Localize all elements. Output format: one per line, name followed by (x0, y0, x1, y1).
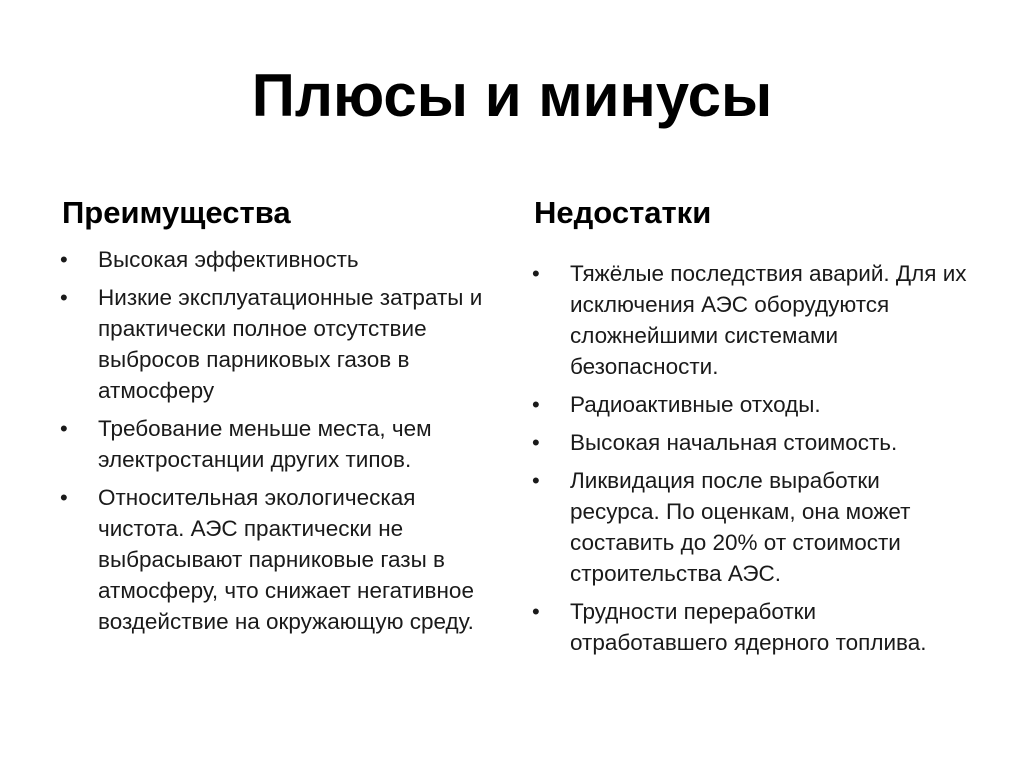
bullet-icon: • (532, 599, 540, 624)
disadvantages-item (532, 465, 972, 589)
bullet-icon: • (60, 485, 68, 510)
advantages-item (60, 413, 500, 475)
disadvantages-item-text: Высокая начальная стоимость. (570, 430, 898, 455)
advantages-item-text: Относительная экологическая чистота. АЭС практически не выбрасывают парниковые газы в атмосферу, что снижает негативное воздействие на окружающую среду. (98, 485, 474, 634)
disadvantages-item-text: Трудности переработки отработавшего ядерного топлива. (570, 599, 927, 655)
disadvantages-item-text: Ликвидация после выработки ресурса. По оценкам, она может составить до 20% от стоимости строительства АЭС. (570, 468, 911, 586)
disadvantages-item (532, 258, 972, 382)
bullet-icon: • (60, 285, 68, 310)
advantages-item-text: Высокая эффективность (98, 247, 359, 272)
disadvantages-heading: Недостатки (534, 195, 712, 230)
advantages-item (60, 282, 500, 406)
disadvantages-item (532, 596, 972, 658)
bullet-icon: • (60, 247, 68, 272)
bullet-icon: • (532, 392, 540, 417)
advantages-column (60, 190, 500, 644)
disadvantages-item-text: Тяжёлые последствия аварий. Для их исключения АЭС оборудуются сложнейшими системами безопасности. (570, 261, 967, 379)
bullet-icon: • (532, 430, 540, 455)
disadvantages-list (532, 258, 972, 658)
disadvantages-item-text: Радиоактивные отходы. (570, 392, 821, 417)
advantages-list (60, 244, 500, 637)
advantages-item-text: Требование меньше места, чем электростанции других типов. (98, 416, 432, 472)
advantages-item-text: Низкие эксплуатационные затраты и практически полное отсутствие выбросов парниковых газов в атмосферу (98, 285, 483, 403)
disadvantages-item (532, 389, 972, 420)
disadvantages-column (532, 190, 972, 665)
bullet-icon: • (60, 416, 68, 441)
disadvantages-item (532, 427, 972, 458)
advantages-heading: Преимущества (62, 195, 291, 230)
bullet-icon: • (532, 468, 540, 493)
advantages-item (60, 244, 500, 275)
advantages-item (60, 482, 500, 637)
slide-title: Плюсы и минусы (251, 62, 773, 129)
bullet-icon: • (532, 261, 540, 286)
